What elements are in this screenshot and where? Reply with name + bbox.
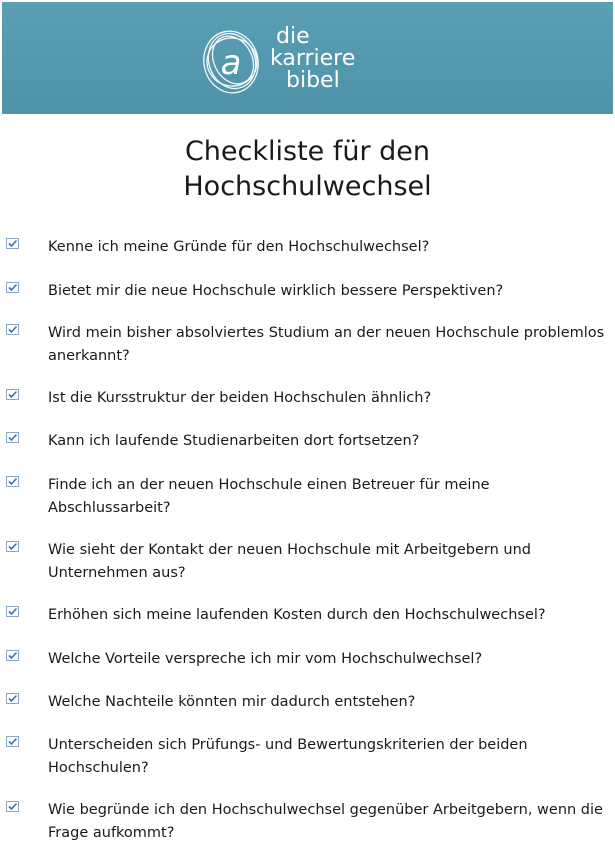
checklist-item-text: Wie sieht der Kontakt der neuen Hochschule mit Arbeitgebern und Unternehmen aus? (48, 542, 531, 581)
checkbox-icon (6, 606, 19, 617)
checklist-item-text: Wird mein bisher absolviertes Studium an der neuen Hochschule problemlos anerkannt? (48, 325, 605, 364)
checklist-item-text: Finde ich an der neuen Hochschule einen Betreuer für meine Abschlussarbeit? (48, 477, 490, 516)
checklist-item-text: Erhöhen sich meine laufenden Kosten durch den Hochschulwechsel? (48, 607, 546, 623)
checkbox-icon (6, 693, 19, 704)
checklist-item-text: Ist die Kursstruktur der beiden Hochschulen ähnlich? (48, 390, 432, 406)
logo-line-3: bibel (286, 68, 340, 93)
swirl-logo-icon (198, 22, 264, 98)
checklist-item-text: Bietet mir die neue Hochschule wirklich bessere Perspektiven? (48, 283, 504, 299)
checklist-item-text: Welche Nachteile könnten mir dadurch entstehen? (48, 694, 416, 710)
logo-line-1: die (276, 24, 310, 49)
logo-wordmark (270, 26, 355, 92)
checkbox-icon (6, 432, 19, 443)
checklist-item-text: Wie begründe ich den Hochschulwechsel gegenüber Arbeitgebern, wenn die Frage aufkommt? (48, 802, 603, 841)
checklist-item-text: Unterscheiden sich Prüfungs- und Bewertungskriterien der beiden Hochschulen? (48, 737, 528, 776)
checkbox-icon (6, 476, 19, 487)
logo[interactable] (198, 22, 368, 98)
checkbox-icon (6, 801, 19, 812)
title-line-1: Checkliste für den (184, 136, 431, 167)
checkbox-icon (6, 324, 19, 335)
checklist-item-text: Kann ich laufende Studienarbeiten dort fortsetzen? (48, 433, 420, 449)
page-title (0, 134, 615, 204)
checkbox-icon (6, 389, 19, 400)
checkbox-icon (6, 736, 19, 747)
title-line-2: Hochschulwechsel (183, 171, 432, 202)
checkbox-icon (6, 541, 19, 552)
svg-text:a: a (220, 43, 242, 83)
checkbox-icon (6, 238, 19, 249)
logo-line-2: karriere (270, 46, 356, 71)
checklist-item-text: Welche Vorteile verspreche ich mir vom Hochschulwechsel? (48, 651, 483, 667)
checkbox-icon (6, 282, 19, 293)
checkbox-icon (6, 650, 19, 661)
checklist-item-text: Kenne ich meine Gründe für den Hochschulwechsel? (48, 239, 430, 255)
header-banner (2, 2, 613, 114)
